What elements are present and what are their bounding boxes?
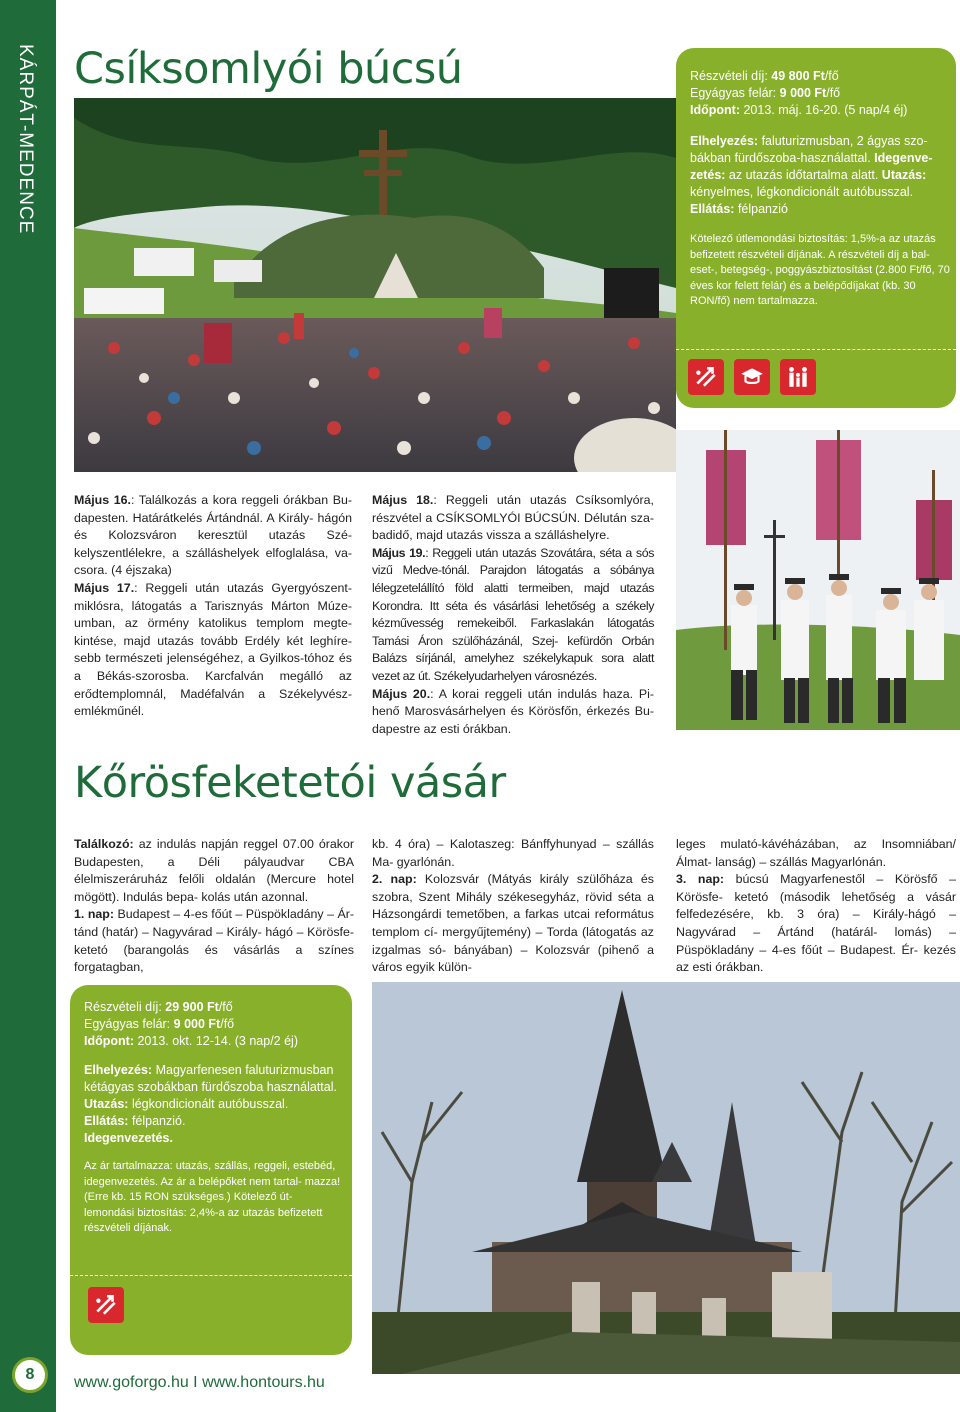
trip2-meeting: Találkozó: az indulás napján reggel 07.00 órakor Budapesten, a Déli pályaudvar CBA élelmiszeráruház felőli oldalán (Mercure hotel mögött). Indulás bepa- kolás után azonnal.: [74, 837, 354, 904]
trip2-itinerary-col2: [372, 836, 654, 977]
trip2-itinerary-col1: [74, 836, 354, 977]
trip2-price: Részvételi díj: 29 900 Ft/fő: [84, 1000, 233, 1014]
trip2-note: Az ár tartalmazza: utazás, szállás, reggeli, estebéd, idegenvezetés. Az ár a belépőket nem tartal- mazza! (Erre kb. 15 RON szükséges.) Kötelező út- lemondási biztosítás: 2,4%-a az utazás befizetett részvételi díjának.: [84, 1160, 341, 1234]
trip1-divider: [676, 349, 956, 350]
trip1-itinerary-col2: [372, 492, 654, 738]
family-icon: [780, 359, 816, 395]
trip1-single-supplement: Egyágyas felár: 9 000 Ft/fő: [690, 86, 841, 100]
trip1-title: Csíksomlyói búcsú: [74, 44, 463, 94]
bus-route-icon: [688, 359, 724, 395]
page-number: 8: [12, 1357, 48, 1393]
bus-route-icon: [88, 1287, 124, 1323]
trip1-price: Részvételi díj: 49 800 Ft/fő: [690, 69, 839, 83]
trip2-itinerary-col3: [676, 836, 956, 977]
trip1-itinerary-col1: [74, 492, 352, 721]
trip1-date: Időpont: 2013. máj. 16-20. (5 nap/4 éj): [690, 103, 908, 117]
day-may17: Május 17.: Reggeli után utazás Gyergyószent- miklósra, látogatás a Tarisznyás Márton Múze- umban, az örmény katolikus templom megte- kintése, majd utazás tovább Erdély két leghíre- sebb természeti jelenségéhez, a Gyilkos-tóhoz és a Békás-szorosba. Karcfalván megálló az erődtemplomnál, Madéfalván a Székelyvész- emlékműnél.: [74, 580, 353, 719]
day-may19: Május 19.: Reggeli után utazás Szovátára, séta a sós vizű Medve-tónál. Parajdon látogatás a sóbánya lélegzetelállító föld alatti termeiben, majd utazás Korondra. Itt séta és vásárlási lehetőség a székely kézművesség remekeiből. Farkaslakán látogatás Tamási Áron szülőházánál, Szej- kefürdőn Orbán Balázs sírjánál, amelyhez székelykapuk sora alatt vezet az út. Székelyudarhelyen városnézés.: [372, 545, 655, 683]
trip2-title: Kőrösfeketetói vásár: [74, 758, 506, 808]
trip2-date: Időpont: 2013. okt. 12-14. (3 nap/2 éj): [84, 1034, 298, 1048]
trip2-day3: 3. nap: búcsú Magyarfenestől – Körösfő – Körösfe- ketetó (második lehetőség a vásár felfedezésére, kb. 3 óra) – Király-hágó – Nagyvárad – Ártánd (határál- lomás) – Püspökladány – 4-es főút – Budapest. Ér- kezés az esti órákban.: [676, 872, 956, 975]
trip1-details: Elhelyezés: faluturizmusban, 2 ágyas szo- bákban fürdőszoba-használattal. Idegenve- zetés: az utazás időtartalma alatt. Utazás: kényelmes, légkondicionált autóbusszal. Ellátás: félpanzió: [690, 134, 933, 216]
trip2-travel: Utazás: légkondicionált autóbusszal.: [84, 1097, 289, 1111]
sidebar: [0, 0, 56, 1412]
trip2-details: Elhelyezés: Magyarfenesen faluturizmusban kétágyas szobákban fürdőszoba használattal.: [84, 1063, 337, 1094]
sidebar-label: KÁRPÁT-MEDENCE: [15, 44, 36, 235]
trip1-note: Kötelező útlemondási biztosítás: 1,5%-a az utazás befizetett részvételi díjának. A részvételi díj a bal- eset-, betegség-, poggyászbiztosítást (2.800 Ft/fő, 70 éves kor felett felár) és a belépődíjakat (kb. 30 RON/fő) nem tartalmazza.: [690, 233, 950, 307]
trip2-day1: 1. nap: Budapest – 4-es főút – Püspökladány – Ár- tánd (határ) – Nagyvárad – Király- hágó – Körösfe- ketetó (barangolás és vásárlás a színes forgatagban,: [74, 907, 355, 975]
trip2-day2-cont: leges mulató-kávéházában, az Insomniában/Álmat- lanság) – szállás Magyarlónán.: [676, 837, 956, 869]
trip1-info-box: [676, 48, 956, 408]
wooden-church-photo: [372, 982, 960, 1374]
trip2-guide: Idegenvezetés.: [84, 1131, 173, 1145]
trip2-day1-cont: kb. 4 óra) – Kalotaszeg: Bánffyhunyad – szállás Ma- gyarlónán.: [372, 837, 654, 869]
education-icon: [734, 359, 770, 395]
trip2-board: Ellátás: félpanzió.: [84, 1114, 186, 1128]
pilgrimage-photo: [74, 98, 676, 472]
procession-photo: [676, 430, 960, 730]
day-may16: Május 16.: Találkozás a kora reggeli órákban Bu- dapesten. Határátkelés Ártándnál. A Király- hágón és Kolozsváron keresztül utazás Szé- kelyszentlélekre, a szálláshelyek elfoglalása, va- csora. (4 éjszaka): [74, 493, 352, 578]
trip2-single-supplement: Egyágyas felár: 9 000 Ft/fő: [84, 1017, 235, 1031]
day-may18: Május 18.: Reggeli után utazás Csíksomlyóra, részvétel a CSÍKSOMLYÓI BÚCSÚN. Délután sza- badidő, majd utazás vissza a szálláshelyre.: [372, 493, 654, 543]
trip2-divider: [70, 1275, 352, 1276]
day-may20: Május 20.: A korai reggeli után indulás haza. Pi- henő Marosvásárhelyen és Körösfőn, érkezés Bu- dapestre az esti órákban.: [372, 686, 654, 736]
trip2-info-box: [70, 985, 352, 1355]
footer-links[interactable]: www.goforgo.hu I www.hontours.hu: [74, 1374, 325, 1391]
trip2-day2: 2. nap: Kolozsvár (Mátyás király szülőháza és szobra, Szent Mihály székesegyház, rövid séta a Házsongárdi temetőben, a farkas utcai református templom cí- mergyűjtemény) – Torda (látogatás az izgalmas só- bányában) – Kolozsvár (pihenő a város egyik külön-: [372, 872, 654, 975]
